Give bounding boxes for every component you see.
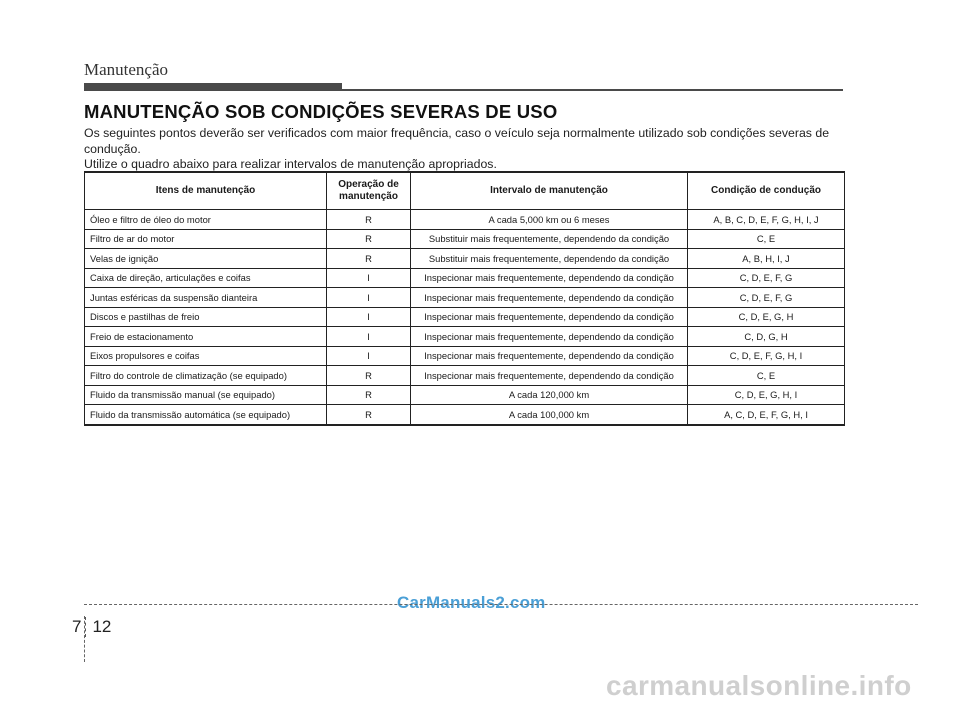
cell-interval: Inspecionar mais frequentemente, dependendo da condição [411, 268, 688, 288]
cell-interval: A cada 5,000 km ou 6 meses [411, 210, 688, 230]
cell-item: Freio de estacionamento [85, 327, 327, 347]
cell-item: Juntas esféricas da suspensão dianteira [85, 288, 327, 308]
intro-line-2: Utilize o quadro abaixo para realizar intervalos de manutenção apropriados. [84, 157, 497, 171]
cell-item: Eixos propulsores e coifas [85, 346, 327, 366]
intro-line-1: Os seguintes pontos deverão ser verificados com maior frequência, caso o veículo seja normalmente utilizado sob condições severas de condução. [84, 126, 830, 156]
header-item: Itens de manutenção [85, 172, 327, 210]
cell-interval: Inspecionar mais frequentemente, dependendo da condição [411, 366, 688, 386]
cell-operation: I [327, 307, 411, 327]
cell-interval: Substituir mais frequentemente, dependendo da condição [411, 229, 688, 249]
table-row [85, 307, 845, 327]
cell-condition: C, D, E, G, H, I [688, 385, 845, 405]
table-row [85, 346, 845, 366]
table-row [85, 288, 845, 308]
page-number [72, 616, 111, 638]
cell-operation: I [327, 346, 411, 366]
cell-condition: C, E [688, 366, 845, 386]
intro-paragraph [84, 126, 854, 173]
cell-operation: R [327, 385, 411, 405]
cell-interval: Inspecionar mais frequentemente, dependendo da condição [411, 346, 688, 366]
cell-operation: I [327, 288, 411, 308]
cell-condition: C, D, E, F, G [688, 288, 845, 308]
footer-dashed-line [84, 604, 918, 605]
table-row [85, 229, 845, 249]
cell-operation: I [327, 268, 411, 288]
header-operation-line-1: Operação de [338, 179, 399, 190]
table-row [85, 327, 845, 347]
cell-operation: R [327, 249, 411, 269]
cell-condition: A, C, D, E, F, G, H, I [688, 405, 845, 425]
cell-item: Óleo e filtro de óleo do motor [85, 210, 327, 230]
header-bar-thin [342, 89, 843, 91]
table-row [85, 366, 845, 386]
table-row [85, 268, 845, 288]
watermark-carmanuals2: CarManuals2.com [397, 593, 546, 612]
cell-condition: C, D, E, F, G [688, 268, 845, 288]
table-row [85, 385, 845, 405]
cell-item: Discos e pastilhas de freio [85, 307, 327, 327]
page-number-separator [81, 617, 92, 637]
cell-operation: R [327, 366, 411, 386]
cell-interval: A cada 120,000 km [411, 385, 688, 405]
page-number-value: 12 [92, 617, 112, 636]
cell-item: Fluido da transmissão automática (se equipado) [85, 405, 327, 425]
cell-interval: Inspecionar mais frequentemente, dependendo da condição [411, 327, 688, 347]
cell-condition: A, B, H, I, J [688, 249, 845, 269]
cell-condition: C, D, E, F, G, H, I [688, 346, 845, 366]
watermark-carmanualsonline: carmanualsonline.info [606, 670, 912, 701]
maintenance-table [84, 171, 845, 426]
cell-item: Caixa de direção, articulações e coifas [85, 268, 327, 288]
cell-interval: A cada 100,000 km [411, 405, 688, 425]
cell-condition: C, E [688, 229, 845, 249]
cell-operation: R [327, 210, 411, 230]
header-operation [327, 172, 411, 210]
cell-condition: A, B, C, D, E, F, G, H, I, J [688, 210, 845, 230]
cell-item: Fluido da transmissão manual (se equipado) [85, 385, 327, 405]
cell-item: Filtro do controle de climatização (se equipado) [85, 366, 327, 386]
chapter-number: 7 [72, 617, 82, 636]
cell-operation: R [327, 229, 411, 249]
cell-item: Filtro de ar do motor [85, 229, 327, 249]
cell-operation: I [327, 327, 411, 347]
cell-item: Velas de ignição [85, 249, 327, 269]
cell-interval: Inspecionar mais frequentemente, dependendo da condição [411, 288, 688, 308]
header-operation-line-2: manutenção [339, 191, 398, 202]
table-row [85, 405, 845, 425]
cell-condition: C, D, G, H [688, 327, 845, 347]
header-interval: Intervalo de manutenção [411, 172, 688, 210]
table-header-row [85, 172, 845, 210]
header-condition: Condição de condução [688, 172, 845, 210]
section-name: Manutenção [84, 60, 169, 79]
cell-interval: Inspecionar mais frequentemente, dependendo da condição [411, 307, 688, 327]
table-row [85, 249, 845, 269]
page-title: MANUTENÇÃO SOB CONDIÇÕES SEVERAS DE USO [84, 101, 558, 122]
header-bar-thick [84, 83, 342, 91]
table-row [85, 210, 845, 230]
cell-operation: R [327, 405, 411, 425]
cell-condition: C, D, E, G, H [688, 307, 845, 327]
cell-interval: Substituir mais frequentemente, dependendo da condição [411, 249, 688, 269]
